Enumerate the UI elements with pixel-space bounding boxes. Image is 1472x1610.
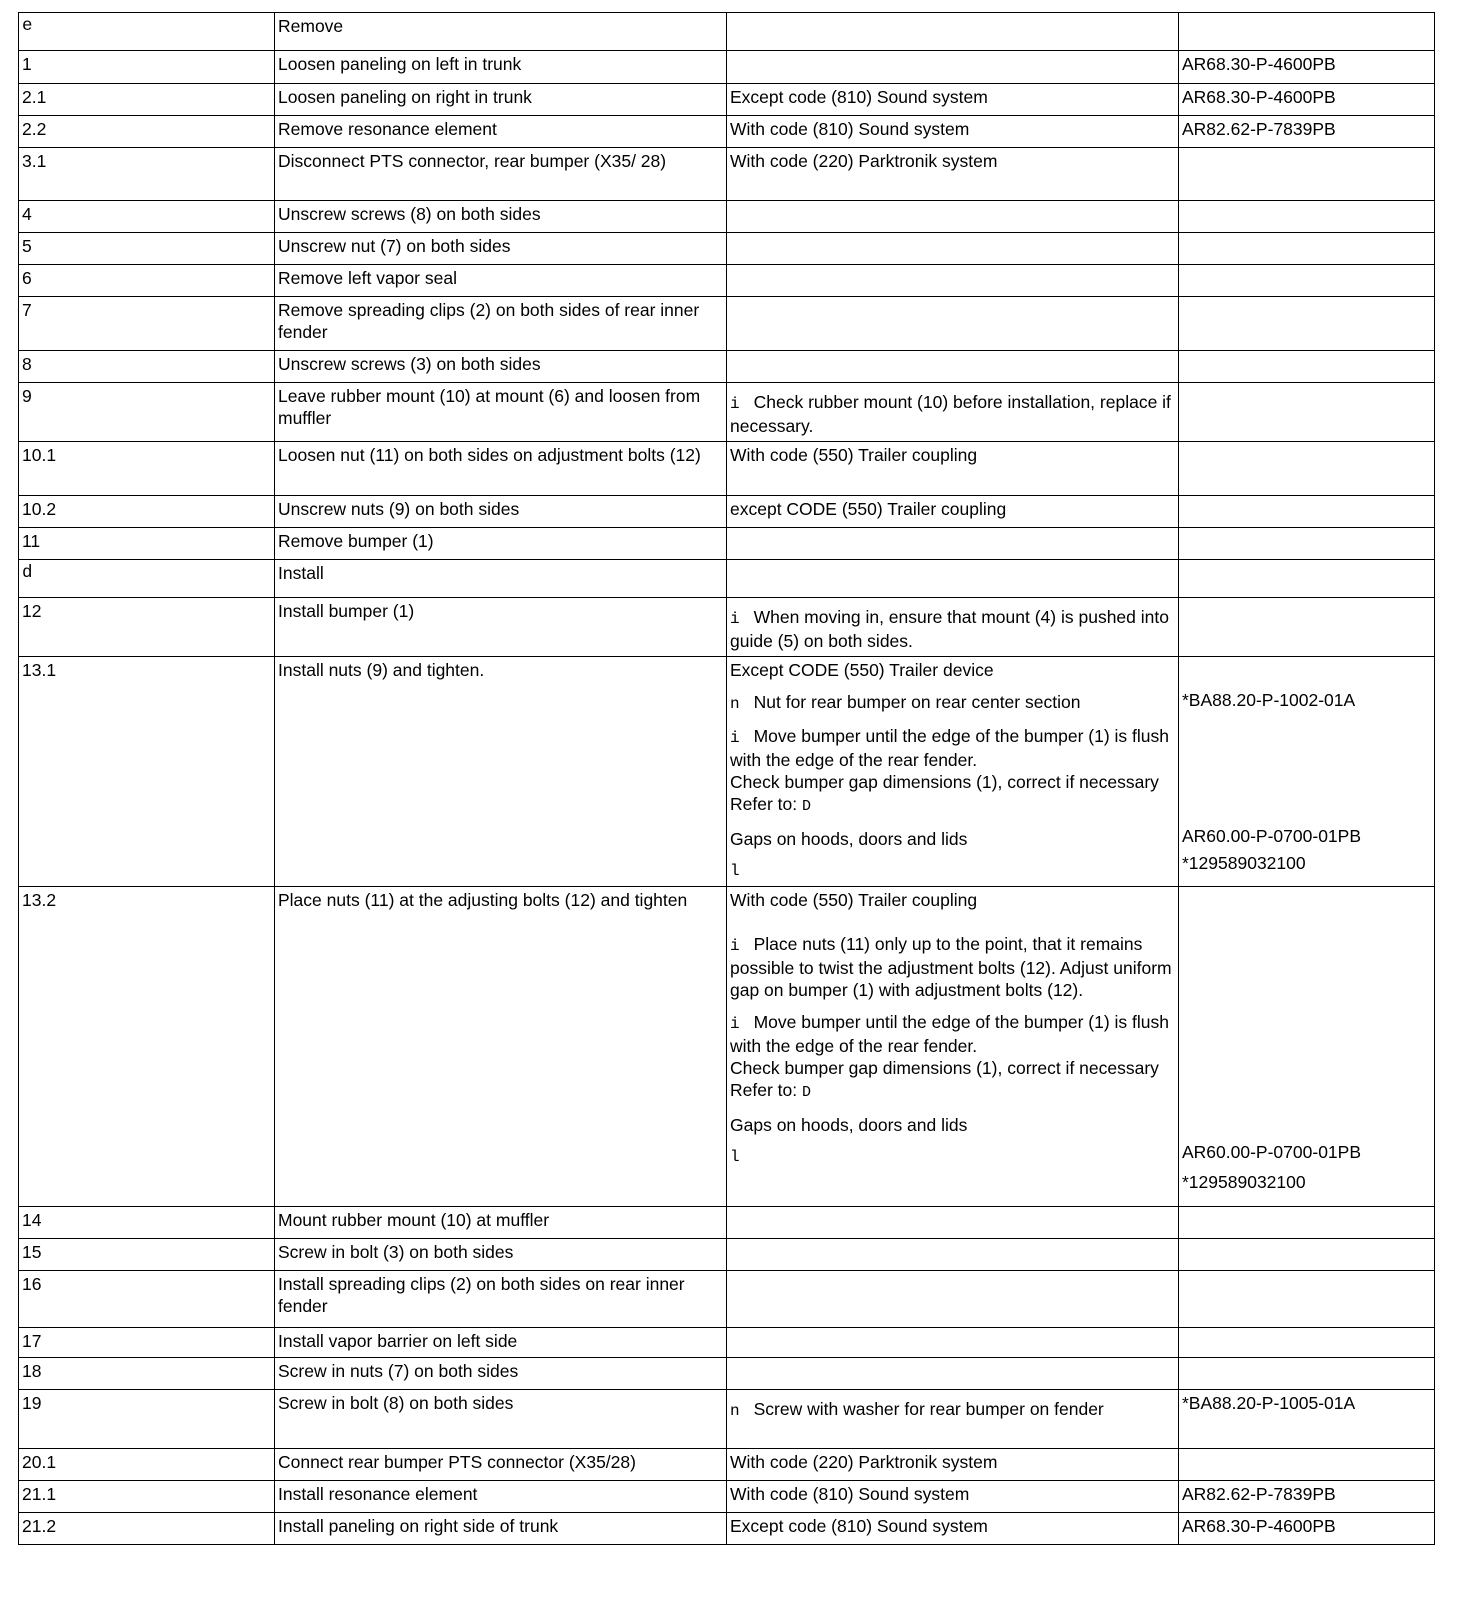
step-cell: 7 xyxy=(19,297,275,351)
note-line xyxy=(730,1057,1175,1104)
note-text: With code (550) Trailer coupling xyxy=(730,890,978,910)
ref-cell xyxy=(1179,351,1435,383)
table-row xyxy=(19,560,1435,598)
table-row xyxy=(19,1207,1435,1239)
table-row xyxy=(19,1358,1435,1390)
note-cell xyxy=(727,297,1179,351)
table-row xyxy=(19,528,1435,560)
action-cell: Remove xyxy=(275,13,727,51)
table-row xyxy=(19,265,1435,297)
ref-cell[interactable]: AR82.62-P-7839PB xyxy=(1179,1481,1435,1513)
table-row xyxy=(19,13,1435,51)
table-row xyxy=(19,84,1435,116)
note-cell: Except code (810) Sound system xyxy=(727,84,1179,116)
step-cell: 15 xyxy=(19,1239,275,1271)
ref-cell xyxy=(1179,1207,1435,1239)
action-cell: Remove left vapor seal xyxy=(275,265,727,297)
step-cell: 16 xyxy=(19,1271,275,1328)
action-cell: Unscrew nuts (9) on both sides xyxy=(275,496,727,528)
step-cell: 12 xyxy=(19,598,275,657)
note-cell xyxy=(727,51,1179,84)
step-cell: 6 xyxy=(19,265,275,297)
info-icon: i xyxy=(730,729,740,747)
step-cell: d xyxy=(19,560,275,598)
table-row xyxy=(19,887,1435,1207)
note-cell: With code (220) Parktronik system xyxy=(727,148,1179,201)
action-cell: Screw in bolt (3) on both sides xyxy=(275,1239,727,1271)
table-row xyxy=(19,496,1435,528)
note-cell xyxy=(727,13,1179,51)
table-row xyxy=(19,657,1435,887)
table-row xyxy=(19,148,1435,201)
step-cell: 2.2 xyxy=(19,116,275,148)
nut-symbol-icon: n xyxy=(730,695,740,713)
action-cell: Loosen nut (11) on both sides on adjustment bolts (12) xyxy=(275,442,727,496)
note-line xyxy=(730,771,1175,818)
info-icon: i xyxy=(730,610,740,628)
action-cell: Leave rubber mount (10) at mount (6) and loosen from muffler xyxy=(275,383,727,442)
step-cell: 21.1 xyxy=(19,1481,275,1513)
note-text: Nut for rear bumper on rear center section xyxy=(753,692,1081,712)
note-cell: With code (810) Sound system xyxy=(727,116,1179,148)
table-row xyxy=(19,51,1435,84)
table-row xyxy=(19,383,1435,442)
tool-symbol-icon: l xyxy=(730,862,740,880)
action-cell: Unscrew screws (8) on both sides xyxy=(275,201,727,233)
action-cell: Screw in bolt (8) on both sides xyxy=(275,1390,727,1449)
note-text: Gaps on hoods, doors and lids xyxy=(730,1115,968,1135)
note-cell xyxy=(727,887,1179,1207)
ref-cell[interactable]: *BA88.20-P-1005-01A xyxy=(1179,1390,1435,1449)
table-body-13 xyxy=(19,657,1435,1207)
tool-symbol-icon: l xyxy=(730,1148,740,1166)
step-cell: 5 xyxy=(19,233,275,265)
ref-cell[interactable]: AR82.62-P-7839PB xyxy=(1179,116,1435,148)
note-cell: except CODE (550) Trailer coupling xyxy=(727,496,1179,528)
step-cell: 3.1 xyxy=(19,148,275,201)
ref-cell xyxy=(1179,383,1435,442)
note-text: Check bumper gap dimensions (1), correct if necessary Refer to: xyxy=(730,1058,1159,1100)
table-body-tail xyxy=(19,1207,1435,1545)
ref-cell xyxy=(1179,1271,1435,1328)
table-row xyxy=(19,233,1435,265)
action-cell: Mount rubber mount (10) at muffler xyxy=(275,1207,727,1239)
step-cell: 8 xyxy=(19,351,275,383)
note-cell xyxy=(727,1271,1179,1328)
note-cell xyxy=(727,233,1179,265)
ref-cell xyxy=(1179,1239,1435,1271)
step-cell: 14 xyxy=(19,1207,275,1239)
note-cell: With code (810) Sound system xyxy=(727,1481,1179,1513)
note-cell xyxy=(727,1390,1179,1449)
table-row xyxy=(19,297,1435,351)
action-cell: Install vapor barrier on left side xyxy=(275,1328,727,1358)
step-cell: 11 xyxy=(19,528,275,560)
step-cell: 13.2 xyxy=(19,887,275,1207)
ref-cell xyxy=(1179,657,1435,887)
ref-cell xyxy=(1179,1358,1435,1390)
action-cell: Loosen paneling on left in trunk xyxy=(275,51,727,84)
procedure-table xyxy=(18,12,1435,1545)
note-text: Move bumper until the edge of the bumper (1) is flush with the edge of the rear fender. xyxy=(730,726,1169,770)
note-cell xyxy=(727,201,1179,233)
step-cell: 4 xyxy=(19,201,275,233)
note-line xyxy=(730,933,1175,1001)
step-cell: e xyxy=(19,13,275,51)
note-cell xyxy=(727,1358,1179,1390)
note-cell xyxy=(727,351,1179,383)
action-cell: Unscrew nut (7) on both sides xyxy=(275,233,727,265)
note-cell xyxy=(727,383,1179,442)
step-cell: 20.1 xyxy=(19,1449,275,1481)
table-row xyxy=(19,1449,1435,1481)
note-cell xyxy=(727,1207,1179,1239)
ref-cell[interactable]: AR68.30-P-4600PB xyxy=(1179,84,1435,116)
note-line xyxy=(730,691,1175,715)
action-cell: Unscrew screws (3) on both sides xyxy=(275,351,727,383)
ref-cell xyxy=(1179,887,1435,1207)
ref-link[interactable]: *BA88.20-P-1002-01A xyxy=(1182,690,1356,710)
action-cell: Install xyxy=(275,560,727,598)
ref-cell xyxy=(1179,442,1435,496)
ref-cell xyxy=(1179,297,1435,351)
table-row xyxy=(19,1328,1435,1358)
table-row xyxy=(19,351,1435,383)
ref-link[interactable]: *129589032100 xyxy=(1182,853,1306,873)
step-cell: 18 xyxy=(19,1358,275,1390)
info-icon: i xyxy=(730,395,740,413)
step-cell: 2.1 xyxy=(19,84,275,116)
note-cell xyxy=(727,560,1179,598)
note-line xyxy=(730,725,1175,771)
note-text: Move bumper until the edge of the bumper (1) is flush with the edge of the rear fender. xyxy=(730,1012,1169,1056)
ref-cell xyxy=(1179,496,1435,528)
ref-cell xyxy=(1179,265,1435,297)
info-icon: i xyxy=(730,937,740,955)
ref-cell[interactable]: AR68.30-P-4600PB xyxy=(1179,1513,1435,1545)
step-cell: 10.1 xyxy=(19,442,275,496)
note-cell xyxy=(727,598,1179,657)
note-text: Gaps on hoods, doors and lids xyxy=(730,829,968,849)
table-row xyxy=(19,442,1435,496)
table-row xyxy=(19,1481,1435,1513)
table-body-head xyxy=(19,13,1435,657)
action-cell: Remove bumper (1) xyxy=(275,528,727,560)
action-cell: Loosen paneling on right in trunk xyxy=(275,84,727,116)
action-cell: Place nuts (11) at the adjusting bolts (12) and tighten xyxy=(275,887,727,1207)
action-cell: Install nuts (9) and tighten. xyxy=(275,657,727,887)
step-cell: 13.1 xyxy=(19,657,275,887)
step-cell: 1 xyxy=(19,51,275,84)
step-cell: 9 xyxy=(19,383,275,442)
action-cell: Screw in nuts (7) on both sides xyxy=(275,1358,727,1390)
action-cell: Install spreading clips (2) on both sides on rear inner fender xyxy=(275,1271,727,1328)
action-cell: Install resonance element xyxy=(275,1481,727,1513)
step-cell: 19 xyxy=(19,1390,275,1449)
action-cell: Connect rear bumper PTS connector (X35/28) xyxy=(275,1449,727,1481)
action-cell: Install bumper (1) xyxy=(275,598,727,657)
note-text: Check bumper gap dimensions (1), correct if necessary Refer to: xyxy=(730,772,1159,814)
table-row xyxy=(19,1390,1435,1449)
table-row xyxy=(19,1271,1435,1328)
ref-link[interactable]: AR60.00-P-0700-01PB xyxy=(1182,1142,1361,1162)
table-row xyxy=(19,1513,1435,1545)
step-cell: 21.2 xyxy=(19,1513,275,1545)
document-link-icon[interactable]: D xyxy=(802,798,812,815)
info-icon: i xyxy=(730,1015,740,1033)
note-cell: Except code (810) Sound system xyxy=(727,1513,1179,1545)
ref-cell xyxy=(1179,233,1435,265)
ref-cell[interactable]: AR68.30-P-4600PB xyxy=(1179,51,1435,84)
ref-cell xyxy=(1179,528,1435,560)
note-line xyxy=(730,1011,1175,1057)
table-row xyxy=(19,201,1435,233)
note-text: When moving in, ensure that mount (4) is pushed into guide (5) on both sides. xyxy=(730,607,1169,651)
ref-link[interactable]: AR60.00-P-0700-01PB xyxy=(1182,826,1361,846)
note-text: Place nuts (11) only up to the point, that it remains possible to twist the adjustment bolts (12). Adjust uniform gap on bumper (1) with adjustment bolts (12). xyxy=(730,934,1172,1000)
step-cell: 10.2 xyxy=(19,496,275,528)
ref-link[interactable]: *129589032100 xyxy=(1182,1172,1306,1192)
table-row xyxy=(19,116,1435,148)
note-text: Except CODE (550) Trailer device xyxy=(730,660,994,680)
note-cell xyxy=(727,657,1179,887)
ref-cell xyxy=(1179,560,1435,598)
document-link-icon[interactable]: D xyxy=(802,1084,812,1101)
note-cell: With code (550) Trailer coupling xyxy=(727,442,1179,496)
ref-cell xyxy=(1179,13,1435,51)
ref-cell xyxy=(1179,148,1435,201)
note-text: Check rubber mount (10) before installation, replace if necessary. xyxy=(730,392,1171,436)
nut-symbol-icon: n xyxy=(730,1402,740,1420)
note-cell xyxy=(727,1239,1179,1271)
ref-cell xyxy=(1179,201,1435,233)
table-row xyxy=(19,1239,1435,1271)
action-cell: Disconnect PTS connector, rear bumper (X35/ 28) xyxy=(275,148,727,201)
ref-cell xyxy=(1179,598,1435,657)
ref-cell xyxy=(1179,1449,1435,1481)
action-cell: Remove spreading clips (2) on both sides of rear inner fender xyxy=(275,297,727,351)
action-cell: Remove resonance element xyxy=(275,116,727,148)
note-text: Screw with washer for rear bumper on fender xyxy=(753,1399,1104,1419)
note-cell xyxy=(727,265,1179,297)
note-cell xyxy=(727,528,1179,560)
ref-cell xyxy=(1179,1328,1435,1358)
table-row xyxy=(19,598,1435,657)
note-cell: With code (220) Parktronik system xyxy=(727,1449,1179,1481)
note-cell xyxy=(727,1328,1179,1358)
action-cell: Install paneling on right side of trunk xyxy=(275,1513,727,1545)
step-cell: 17 xyxy=(19,1328,275,1358)
